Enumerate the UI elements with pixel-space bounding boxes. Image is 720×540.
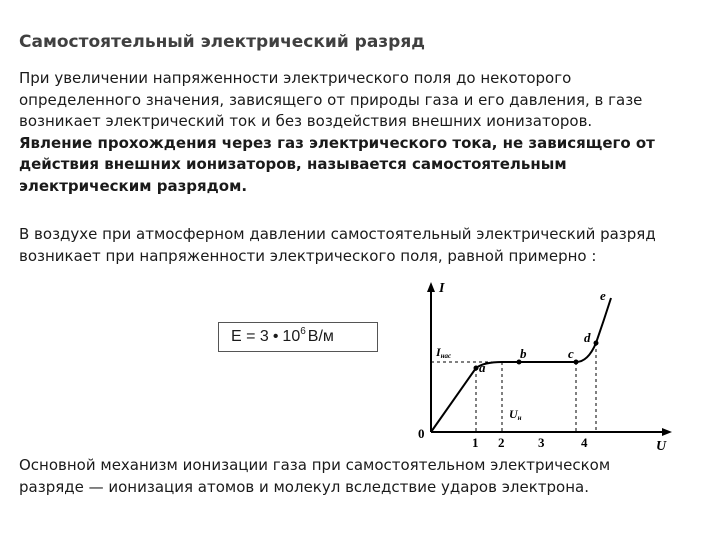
tick-1: 1 — [472, 435, 479, 450]
point-c — [574, 360, 579, 365]
label-e: e — [600, 288, 606, 303]
formula-dot: • — [272, 328, 279, 345]
field-strength-formula — [218, 322, 378, 352]
air-paragraph — [19, 224, 709, 267]
iv-curve — [431, 298, 611, 432]
text-line: При увеличении напряженности электрического поля до некоторого — [19, 69, 572, 87]
definition-line: действия внешних ионизаторов, называется самостоятельным — [19, 155, 567, 173]
label-a: a — [479, 360, 486, 375]
text-line: возникает при напряженности электрического поля, равной примерно : — [19, 246, 597, 265]
current-voltage-graph — [406, 280, 676, 450]
text-line: В воздухе при атмосферном давлении самостоятельный электрический разряд — [19, 225, 656, 243]
u-n-label: Uн — [509, 407, 522, 422]
definition-line: электрическим разрядом. — [19, 176, 248, 195]
text-line: Основной механизм ионизации газа при самостоятельном электрическом — [19, 456, 611, 474]
tick-4: 4 — [581, 435, 588, 450]
text-line: возникает электрический ток и без воздействия внешних ионизаторов. — [19, 112, 593, 130]
formula-exponent: 6 — [300, 325, 306, 337]
y-axis-label: I — [439, 281, 445, 296]
label-c: c — [568, 346, 574, 361]
slide-title: Самостоятельный электрический разряд — [19, 32, 425, 52]
x-axis-arrow — [662, 428, 672, 436]
y-axis-arrow — [427, 282, 435, 292]
text-line: разряде — ионизация атомов и молекул вследствие ударов электрона. — [19, 477, 589, 496]
text-line: определенного значения, зависящего от природы газа и его давления, в газе — [19, 90, 643, 109]
label-b: b — [520, 346, 527, 361]
origin-label: 0 — [418, 426, 425, 441]
i-sat-label: Iнас — [436, 345, 452, 360]
point-d — [594, 341, 599, 346]
point-a — [474, 366, 479, 371]
formula-base: 10 — [282, 328, 301, 345]
formula-unit: В/м — [307, 328, 334, 345]
formula-lhs: E = 3 — [231, 328, 269, 345]
label-d: d — [584, 330, 591, 345]
mechanism-paragraph — [19, 455, 709, 498]
x-axis-label: U — [656, 439, 667, 450]
definition-line: Явление прохождения через газ электрического тока, не зависящего от — [19, 133, 655, 152]
tick-2: 2 — [498, 435, 505, 450]
tick-3: 3 — [538, 435, 545, 450]
definition-paragraph — [19, 68, 709, 197]
